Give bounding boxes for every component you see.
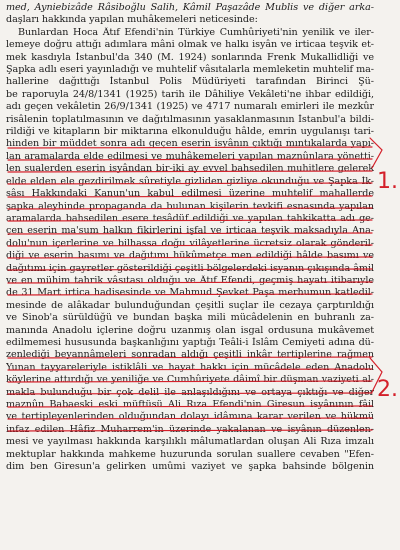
text-line: ve tertipleyenlerinden olduğundan dolayı idâmına karar verilen ve hükmü: [6, 411, 374, 423]
text-line: dağıtımı için gayretler gösterildiği çeşitli bölgelerdeki isyanın çıkışında âmil: [6, 262, 374, 274]
text-line: mesi ve yayılması hakkında karşılıklı mâlumatlardan oluşan Ali Rıza imzalı: [6, 436, 374, 448]
text-line: köylerine attırdığı ve yeniliğe ve Cumhûriyete dâimî bir düşman vaziyeti al-: [6, 374, 374, 386]
text-line: şapka aleyhinde propaganda da bulunan kişilerin tevkifi esnasında yapılan: [6, 200, 374, 212]
text-line: mek kasdıyla İstanbul'da 340 (M. 1924) sonlarında Frenk Mukallidliği ve: [6, 51, 374, 63]
text-line: be raporuyla 24/8/1341 (1925) tarih ile Dâhiliye Vekâleti'ne ihbar edildiği,: [6, 88, 374, 100]
text-line: mesinde de alâkadar bulunduğundan çeşitli suçlar ile cezaya çarptırıldığı: [6, 299, 374, 311]
text-line: risâlenin toplatılmasının ve dağıtılmasının yasaklanmasının İstanbul'a bildi-: [6, 113, 374, 125]
text-line: dolu'nun içerlerine ve bilhassa doğu vilâyetlerine ücretsiz olarak gönderil-: [6, 237, 374, 249]
text-line: elde elden ele gezdirilmek sûretiyle gizliden gizliye okunduğu ve Şapka İk-: [6, 175, 374, 187]
text-line: manında Anadolu içlerine doğru uzanmış olan isgal ordusuna mukâvemet: [6, 324, 374, 336]
text-line: maznûn Babaeski eski müftüsü Ali Rıza Efendi'nin Giresun isyânının fâil: [6, 399, 374, 410]
text-line: sâsı Hakkındaki Kanun'un kabul edilmesi üzerine muhtelif mahallerde: [6, 188, 374, 200]
text-line: lan aramalarda elde edilmesi ve muhâkemeleri yapılan maznûnlara yönetti-: [6, 150, 374, 162]
book-page: [6, 2, 374, 548]
text-line: rildiği ve kitapların bir miktarına elkonulduğu hâlde, emrin uygulanışı tari-: [6, 126, 374, 138]
text-line: med, Ayniebizâde Râsiboğlu Salih, Kâmil Paşazâde Mublis ve diğer arka-: [6, 2, 374, 13]
text-line: adı geçen vekâletin 26/9/1341 (1925) ve 4717 numaralı emirleri ile mezkûr: [6, 101, 374, 113]
text-line: hinden bir müddet sonra adı geçen eserin isyânın çıktığı mıntıkalarda yapı-: [6, 138, 374, 150]
text-line: len sualerden eserin isyândan bir-iki ay evvel bahsedilen muhitlere gelerek: [6, 163, 374, 175]
text-line: Yunan tayyareleriyle istiklâli ve hayat hakkı için mücâdele eden Anadolu: [6, 361, 374, 373]
text-line: Şapka adlı eseri yayınladığı ve muhtelif vâsıtalarla memleketin muhtelif ma-: [6, 64, 374, 76]
text-line: zenlediği beyannâmeleri sonradan aldığı çeşitli inkâr tertiplerine rağmen: [6, 349, 374, 361]
text-line: ve Sinob'a sürüldüğü ve bundan başka mili mücâdelenin en buhranlı za-: [6, 312, 374, 324]
text-line: çen eserin ma'sum halkın fikirlerini işfal ve irticaa teşvik maksadıyla Ana-: [6, 225, 374, 237]
text-line: de 31 Mart irtica hadisesinde ve Mahmud Şevket Paşa merhumun katledil-: [6, 287, 374, 299]
text-line: edilmemesi hususunda başkanlığını yaptığı Teâli-i İslâm Cemiyeti adına dü-: [6, 336, 374, 348]
text-line: ve en mühim tahrik vâsıtası olduğu ve Âtıf Efendi, geçmiş hayatı itibarıyle: [6, 274, 374, 286]
text-line: Bunlardan Hoca Âtıf Efendi'nin Türkiye Cumhûriyeti'nin yenilik ve iler-: [18, 26, 374, 38]
text-line: dim ben Giresun'a gelirken umûmi vaziyet ve şapka bahsinde bölgenin: [6, 461, 374, 473]
text-line: daşları hakkında yapılan muhâkemeleri neticesinde:: [6, 14, 258, 26]
margin-note: 2.: [377, 377, 398, 402]
margin-note: 1.: [377, 169, 398, 194]
text-line: diği ve eserin basımı ve dağıtımı hükûmetçe men edildiği hâlde basımı ve: [6, 250, 374, 262]
text-line: hallerine dağıttığı İstanbul Polis Müdüriyeti tarafından Birinci Şü-: [6, 76, 374, 88]
text-line: mektuplar hakkında mahkeme huzurunda sorulan suallere cevaben "Efen-: [6, 448, 374, 460]
text-line: makla bulunduğu bir çok delil ile anlaşıldığını ve ortaya çıktığı ve diğer: [6, 386, 374, 398]
text-line: aramalarda bahsedilen esere tesâdüf edildiği ve yapılan tahkikatta adı ge-: [6, 212, 374, 224]
text-line: lemeye doğru attığı adımlara mâni olmak ve halkı isyân ve irticaa teşvik et-: [6, 39, 374, 51]
text-line: infaz edilen Hâfiz Muharrem'in üzerinde yakalanan ve isyânın düzenlen-: [6, 423, 374, 435]
